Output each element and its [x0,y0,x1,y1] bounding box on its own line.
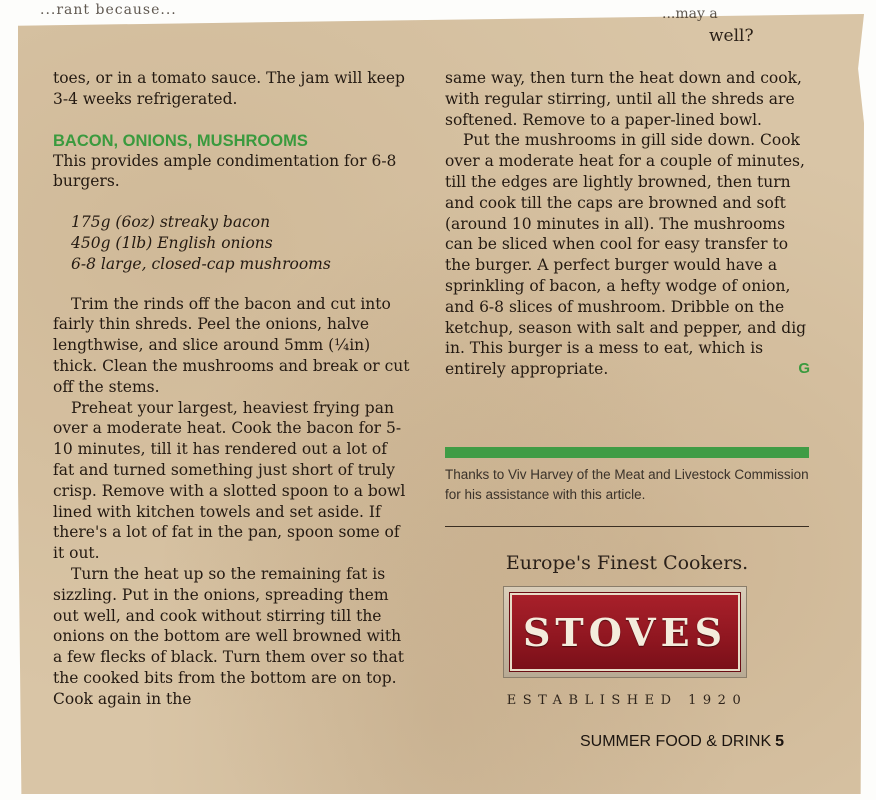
torn-text-fragment-left: ...rant because... [40,2,177,18]
page-number: 5 [775,733,785,750]
stoves-logo-text: STOVES [522,609,728,655]
left-column [53,68,413,710]
ad-divider-rule [445,526,809,527]
stoves-logo-plate [510,593,740,671]
ingredient-list [71,212,413,274]
torn-text-fragment-right-2: well? [709,26,754,46]
intro-text: toes, or in a tomato sauce. The jam will keep 3-4 weeks refrigerated. [53,69,405,108]
established-text: ESTABLISHED 1920 [506,693,748,708]
method-paragraph: Turn the heat up so the remaining fat is sizzling. Put in the onions, spreading them out well, and cook without stirring till the onions on the bottom are well browned with a few flecks of black. Turn them over so that the cooked bits from the bottom are on top. Cook again in the [53,564,404,708]
article-end-mark: G [798,360,810,378]
method-paragraph: Trim the rinds off the bacon and cut into fairly thin shreds. Peel the onions, halve lengthwise, and slice around 5mm (¼in) thick. Clean the mushrooms and break or cut off the stems. [53,294,410,396]
credit-divider-bar [445,447,809,458]
ingredient-item: 175g (6oz) streaky bacon [71,213,271,232]
ingredient-item: 6-8 large, closed-cap mushrooms [71,254,331,273]
article-credit: Thanks to Viv Harvey of the Meat and Livestock Commission for his assistance with this article. [445,467,809,502]
method-paragraph: same way, then turn the heat down and cook, with regular stirring, until all the shreds are softened. Remove to a paper-lined bowl. [445,69,802,129]
method-paragraph-final [445,130,810,380]
final-text: Put the mushrooms in gill side down. Cook over a moderate heat for a couple of minutes, till the edges are lightly browned, then turn and cook till the caps are browned and soft (around 10 minutes in all). The mushrooms can be sliced when cool for easy transfer to the burger. A perfect burger would have a sprinkling of bacon, a hefty wodge of onion, and 6-8 slices of mushroom. Dribble on the ketchup, season with salt and pepper, and dig in. This burger is a mess to eat, which is entirely appropriate. [445,131,807,379]
recipe-lead: This provides ample condimentation for 6-8 burgers. [53,151,397,191]
method-paragraph: Preheat your largest, heaviest frying pan over a moderate heat. Cook the bacon for 5-10 minutes, till it has rendered out a lot of fat and turned something just short of truly crisp. Remove with a slotted spoon to a bowl lined with kitchen towels and set aside. If there's a lot of fat in the pan, spoon some of it out. [53,398,406,563]
page-footer [580,733,784,751]
recipe-heading: BACON, ONIONS, MUSHROOMS [53,131,308,150]
right-column [445,68,810,380]
stoves-logo [503,586,747,678]
ingredient-item: 450g (1lb) English onions [71,233,273,252]
section-name: SUMMER FOOD & DRINK [580,733,772,750]
torn-text-fragment-right: ...may a [662,6,718,22]
ad-tagline: Europe's Finest Cookers. [505,552,749,574]
